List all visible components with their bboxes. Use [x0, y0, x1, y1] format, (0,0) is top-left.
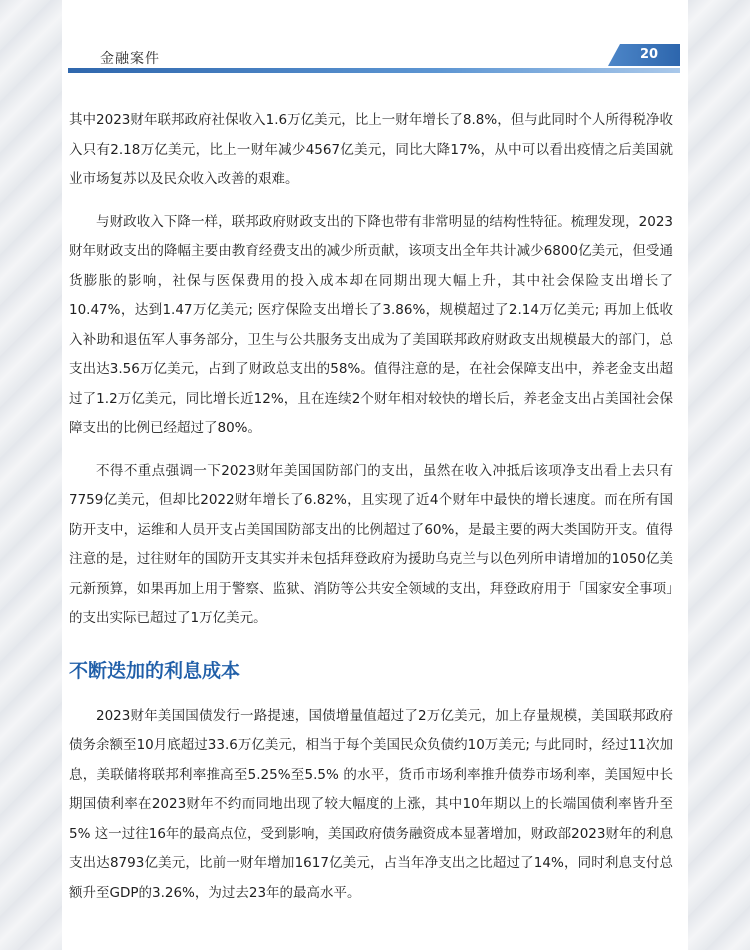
page-number: 20 — [639, 47, 659, 62]
background-pattern-left — [0, 0, 62, 950]
paragraph-4: 2023财年美国国债发行一路提速，国债增量值超过了2万亿美元，加上存量规模，美国联邦政府债务余额至10月底超过33.6万亿美元，相当于每个美国民众负债约10万美元; 与此同时，经过11次加息，美联储将联邦利率推高至5.25%至5.5% 的水平，货币市场利率推升债券市场利率，美国短中长期国债利率在2023财年不约而同地出现了较大幅度的上涨，其中10年期以上的长端国债利率皆升至5% 这一过往16年的最高点位，受到影响，美国政府债务融资成本显著增加，财政部2023财年的利息支出达8793亿美元，比前一财年增加1617亿美元，占当年净支出之比超过了14%，同时利息支付总额升至GDP的3.26%，为过去23年的最高水平。 — [69, 707, 673, 901]
paragraph-3: 不得不重点强调一下2023财年美国国防部门的支出，虽然在收入冲抵后该项净支出看上去只有7759亿美元，但却比2022财年增长了6.82%，且实现了近4个财年中最快的增长速度。而在所有国防开支中，运维和人员开支占美国国防部支出的比例超过了60%，是最主要的两大类国防开支。值得注意的是，过往财年的国防开支其实并未包括拜登政府为援助乌克兰与以色列所申请增加的1050亿美元新预算，如果再加上用于警察、监狱、消防等公共安全领域的支出，拜登政府用于「国家安全事项」的支出实际已超过了1万亿美元。 — [69, 462, 673, 626]
page-header — [68, 44, 680, 74]
section-label: 金融案件 — [100, 51, 160, 67]
background-pattern-right — [688, 0, 750, 950]
header-divider — [68, 68, 680, 73]
article-body — [69, 106, 673, 921]
section-heading: 不断迭加的利息成本 — [69, 659, 241, 682]
paragraph-2: 与财政收入下降一样，联邦政府财政支出的下降也带有非常明显的结构性特征。梳理发现，2023财年财政支出的降幅主要由教育经费支出的减少所贡献，该项支出全年共计减少6800亿美元，但受通货膨胀的影响，社保与医保费用的投入成本却在同期出现大幅上升，其中社会保险支出增长了10.47%，达到1.47万亿美元; 医疗保险支出增长了3.86%，规模超过了2.14万亿美元; 再加上低收入补助和退伍军人事务部分，卫生与公共服务支出成为了美国联邦政府财政支出规模最大的部门，总支出达3.56万亿美元，占到了财政总支出的58%。值得注意的是，在社会保障支出中，养老金支出超过了1.2万亿美元，同比增长近12%，且在连续2个财年相对较快的增长后，养老金支出占美国社会保障支出的比例已经超过了80%。 — [69, 213, 673, 436]
document-page — [62, 0, 688, 950]
paragraph-1: 其中2023财年联邦政府社保收入1.6万亿美元，比上一财年增长了8.8%，但与此同时个人所得税净收入只有2.18万亿美元，比上一财年减少4567亿美元，同比大降17%，从中可以看出疫情之后美国就业市场复苏以及民众收入改善的艰难。 — [69, 112, 673, 187]
